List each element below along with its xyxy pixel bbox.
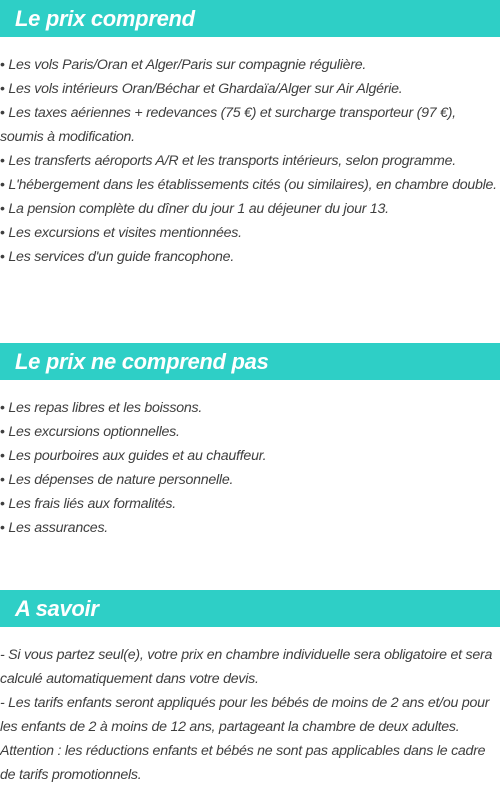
section-header-not-included: [0, 343, 500, 380]
list-item: • Les repas libres et les boissons.: [0, 400, 203, 416]
bullet-icon: •: [0, 472, 5, 488]
list-item: • Les assurances.: [0, 520, 108, 536]
list-item: • La pension complète du dîner du jour 1 au déjeuner du jour 13.: [0, 201, 389, 217]
section-title-good-to-know: A savoir: [15, 595, 99, 621]
bullet-icon: •: [0, 496, 5, 512]
bullet-icon: •: [0, 201, 5, 217]
bullet-icon: •: [0, 225, 5, 241]
bullet-icon: •: [0, 57, 5, 73]
bullet-icon: •: [0, 249, 5, 265]
bullet-icon: •: [0, 177, 5, 193]
section-header-good-to-know: [0, 590, 500, 627]
info-paragraph: - Si vous partez seul(e), votre prix en chambre individuelle sera obligatoire et sera calculé automatiquement dans votre devis.: [0, 647, 493, 687]
bullet-icon: •: [0, 153, 5, 169]
list-item: • Les services d'un guide francophone.: [0, 249, 235, 265]
bullet-icon: •: [0, 520, 5, 536]
section-title-included: Le prix comprend: [15, 5, 195, 31]
list-item: • L'hébergement dans les établissements cités (ou similaires), en chambre double.: [0, 177, 497, 193]
bullet-icon: •: [0, 448, 5, 464]
list-item: • Les vols intérieurs Oran/Béchar et Ghardaïa/Alger sur Air Algérie.: [0, 81, 403, 97]
section-header-included: [0, 0, 500, 37]
not-included-list: [0, 396, 500, 540]
list-item: • Les excursions optionnelles.: [0, 424, 180, 440]
info-paragraph: Attention : les réductions enfants et bébés ne sont pas applicables dans le cadre de tarifs promotionnels.: [0, 743, 486, 783]
list-item: • Les frais liés aux formalités.: [0, 496, 176, 512]
list-item: • Les vols Paris/Oran et Alger/Paris sur compagnie régulière.: [0, 57, 367, 73]
list-item: • Les pourboires aux guides et au chauffeur.: [0, 448, 267, 464]
list-item: • Les dépenses de nature personnelle.: [0, 472, 234, 488]
list-item: • Les taxes aériennes + redevances (75 €) et surcharge transporteur (97 €), soumis à modification.: [0, 105, 456, 145]
list-item: • Les excursions et visites mentionnées.: [0, 225, 242, 241]
section-title-not-included: Le prix ne comprend pas: [15, 348, 269, 374]
included-list: [0, 53, 500, 269]
bullet-icon: •: [0, 424, 5, 440]
list-item: • Les transferts aéroports A/R et les transports intérieurs, selon programme.: [0, 153, 456, 169]
good-to-know-text: [0, 643, 500, 787]
bullet-icon: •: [0, 81, 5, 97]
bullet-icon: •: [0, 400, 5, 416]
info-paragraph: - Les tarifs enfants seront appliqués pour les bébés de moins de 2 ans et/ou pour les enfants de 2 à moins de 12 ans, partageant la chambre de deux adultes.: [0, 695, 490, 735]
bullet-icon: •: [0, 105, 5, 121]
